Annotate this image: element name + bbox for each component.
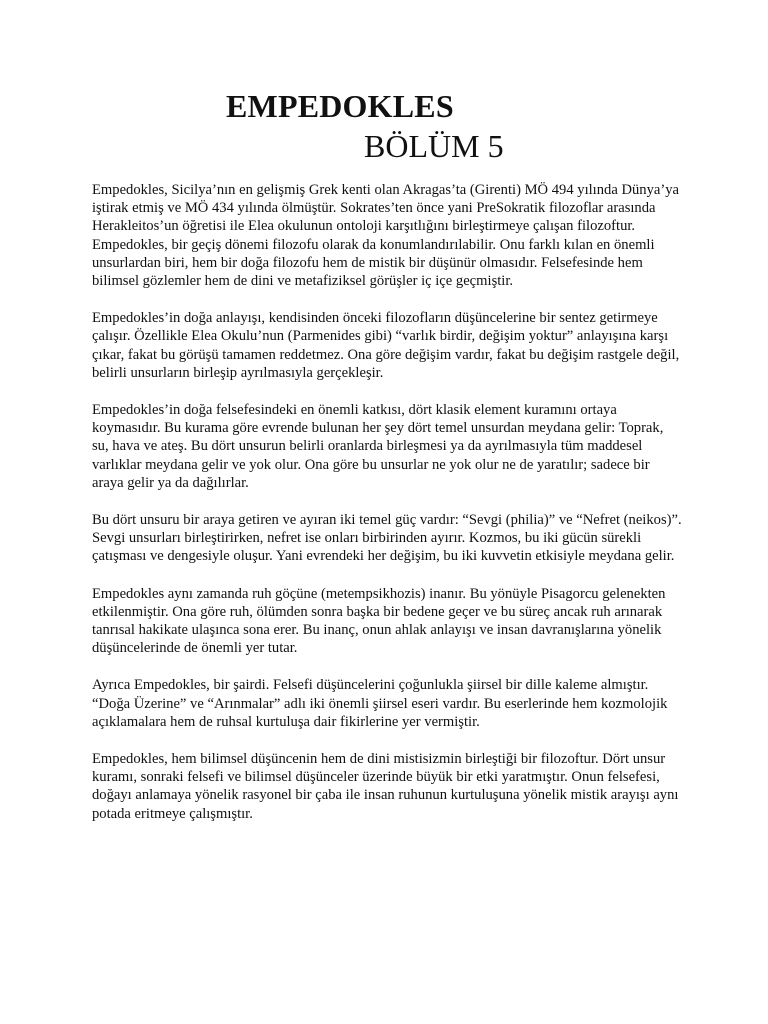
document-title: EMPEDOKLES: [226, 88, 454, 124]
paragraph: Empedokles, hem bilimsel düşüncenin hem de dini mistisizmin birleştiği bir filozoftur. Dört unsur kuramı, sonraki felsefi ve bilimsel düşünceler üzerinde büyük bir etki yaratmıştır. Onun felsefesi, doğayı anlamaya yönelik rasyonel bir çaba ile insan ruhunun kurtuluşuna yönelik mistik arayışı aynı potada eritmeye çalışmıştır.: [92, 751, 679, 822]
paragraph: Empedokles aynı zamanda ruh göçüne (metempsikhozis) inanır. Bu yönüyle Pisagorcu gelenekten etkilenmiştir. Ona göre ruh, ölümden sonra başka bir bedene geçer ve bu süreç ancak ruh arınarak tanrısal hakikate ulaşınca sona erer. Bu inanç, onun ahlak anlayışı ve insan davranışlarına yönelik düşüncelerinde de önemli yer tutar.: [92, 585, 666, 657]
paragraph: Bu dört unsuru bir araya getiren ve ayıran iki temel güç vardır: “Sevgi (philia)” ve “Nefret (neikos)”. Sevgi unsurları birleştirirken, nefret ise onları birbirinden ayırır. Kozmos, bu iki gücün sürekli çatışması ve dengesiyle oluşur. Yani evrendeki her değişim, bu iki kuvvetin etkisiyle meydana gelir.: [92, 512, 682, 565]
paragraph: Ayrıca Empedokles, bir şairdi. Felsefi düşüncelerini çoğunlukla şiirsel bir dille kaleme almıştır. “Doğa Üzerine” ve “Arınmalar” adlı iki önemli şiirsel eseri vardır. Bu eserlerinde hem kozmolojik açıklamalara hem de ruhsal kurtuluşa dair fikirlerine yer vermiştir.: [92, 677, 668, 730]
paragraph: Empedokles, Sicilya’nın en gelişmiş Grek kenti olan Akragas’ta (Girenti) MÖ 494 yılında Dünya’ya iştirak etmiş ve MÖ 434 yılında ölmüştür. Sokrates’ten önce yani PreSokratik filozoflar arasında Herakleitos’un öğretisi ile Elea okulunun ontoloji karşıtlığını birleştirmeye çalışan filozoftur. Empedokles, bir geçiş dönemi filozofu olarak da konumlandırılabilir. Onu farklı kılan en önemli unsurlardan biri, hem bir doğa filozofu hem de mistik bir düşünür olmasıdır. Felsefesinde hem bilimsel gözlemler hem de dini ve metafiziksel görüşler iç içe geçmiştir.: [92, 182, 679, 290]
paragraph: Empedokles’in doğa felsefesindeki en önemli katkısı, dört klasik element kuramını ortaya koymasıdır. Bu kurama göre evrende bulunan her şey dört temel unsurdan meydana gelir: Toprak, su, hava ve ateş. Bu dört unsurun belirli oranlarda birleşmesi ya da ayrılmasıyla tüm maddesel varlıklar meydana gelir ve yok olur. Ona göre bu unsurlar ne yok olur ne de yaratılır; sadece bir araya gelir ya da dağılırlar.: [92, 402, 664, 491]
chapter-heading: BÖLÜM 5: [364, 128, 504, 164]
paragraph: Empedokles’in doğa anlayışı, kendisinden önceki filozofların düşüncelerine bir sentez getirmeye çalışır. Özellikle Elea Okulu’nun (Parmenides gibi) “varlık birdir, değişim yoktur” anlayışına karşı çıkar, fakat bu görüşü tamamen reddetmez. Ona göre değişim vardır, fakat bu değişim rastgele değil, belirli unsurların birleşip ayrılmasıyla gerçekleşir.: [92, 310, 680, 381]
document-body: [92, 181, 682, 842]
